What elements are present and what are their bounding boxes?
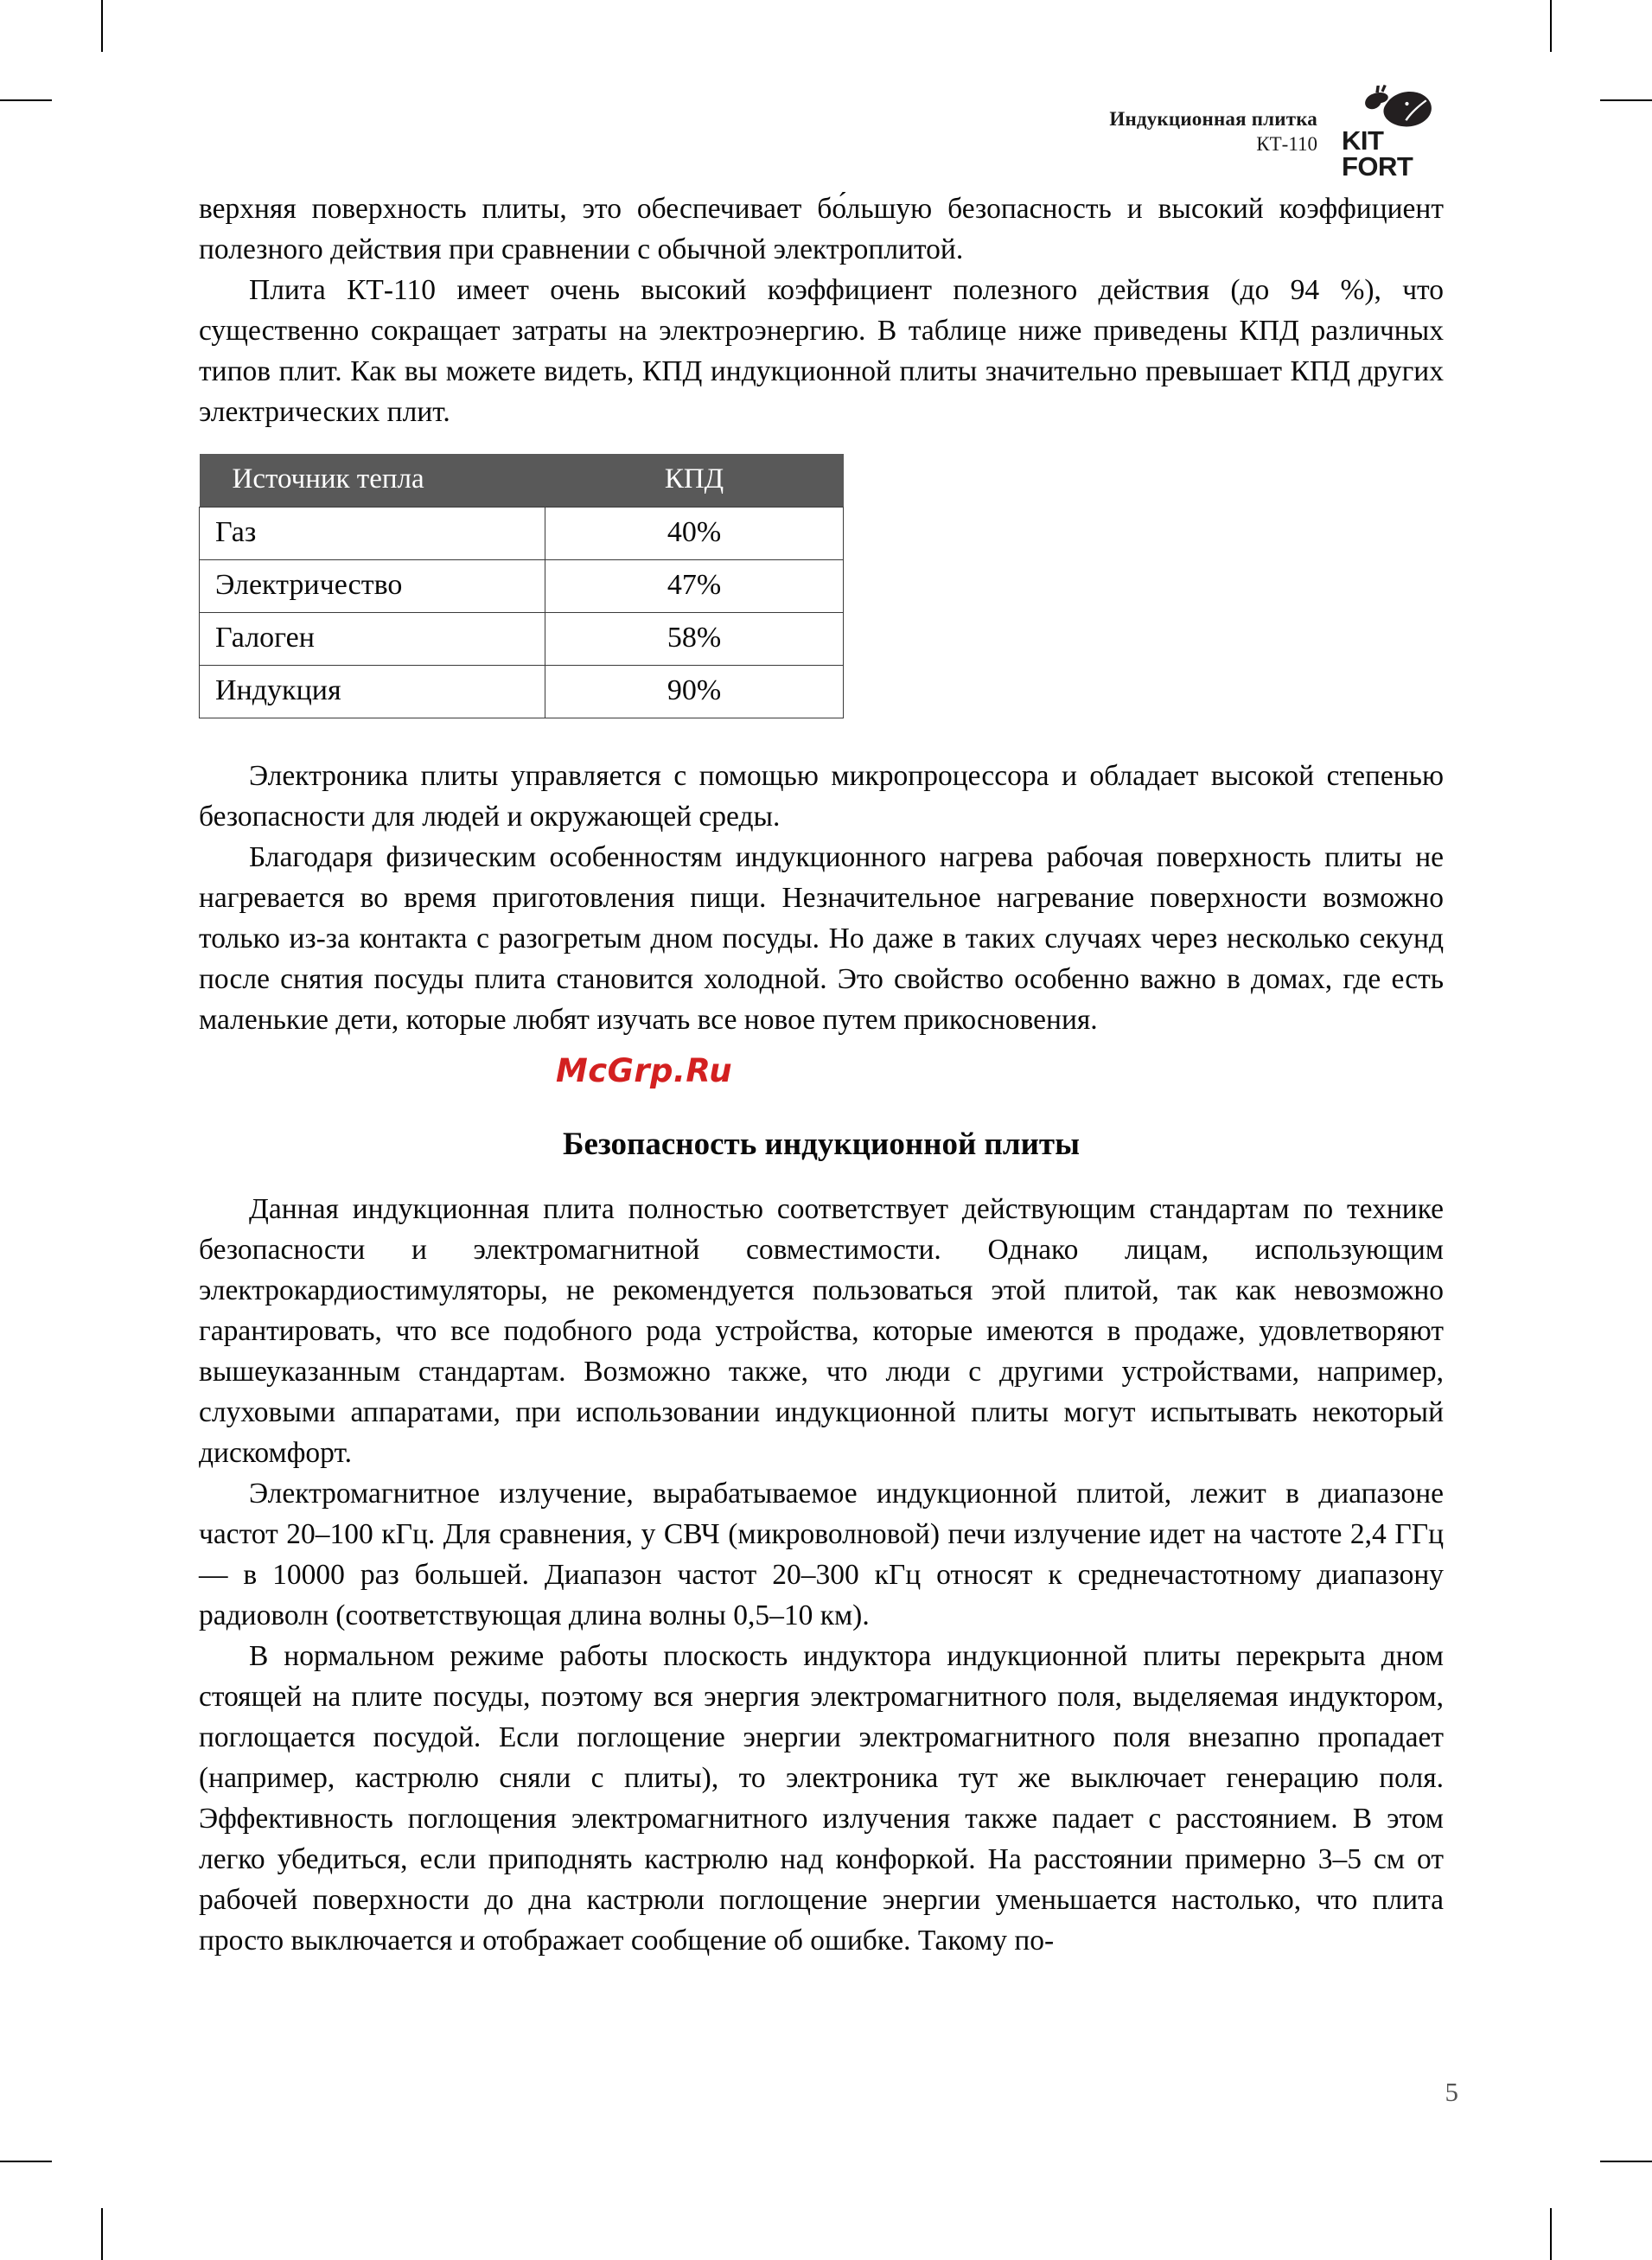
table-cell-value: 90% <box>545 666 844 718</box>
paragraph-continuation: верхняя поверхность плиты, это обеспечивает бо́льшую безопасность и высокий коэффициент полезного действия при сравнении с обычной электроплитой. <box>199 193 1444 265</box>
section-heading-safety: Безопасность индукционной плиты <box>563 1127 1080 1162</box>
table-cell-value: 40% <box>545 508 844 560</box>
paragraph-standards: Данная индукционная плита полностью соответствует действующим стандартам по технике безопасности и электромагнитной совместимости. Однако лицам, использующим электрокардиостимуляторы, не рекомендуется пользоваться этой плитой, так как невозможно гарантировать, что все подобного рода устройства, которые имеются в продаже, удовлетворяют вышеуказанным стандартам. Возможно также, что люди с другими устройствами, например, слуховыми аппаратами, при использовании индукционной плиты могут испытывать некоторый дискомфорт. <box>199 1192 1444 1469</box>
page-number: 5 <box>1445 2077 1458 2107</box>
table-cell-value: 58% <box>545 613 844 666</box>
page-header <box>199 82 1444 182</box>
page-header-inner <box>1109 82 1444 180</box>
crop-mark-bottom-left-vertical <box>101 2208 103 2260</box>
crop-mark-top-right-vertical <box>1550 0 1552 52</box>
paragraph-electronics: Электроника плиты управляется с помощью микропроцессора и обладает высокой степенью безопасности для людей и окружающей среды. <box>199 760 1444 833</box>
table-row <box>200 560 844 613</box>
product-model: КТ-110 <box>1256 133 1317 156</box>
watermark-mcgrp: McGrp.Ru <box>556 1052 732 1089</box>
brand-wordmark <box>1342 125 1444 182</box>
brand-logo <box>1342 82 1444 180</box>
table-header-efficiency: КПД <box>545 454 844 508</box>
table-row <box>200 613 844 666</box>
table-cell-source: Газ <box>200 508 545 560</box>
table-header-heat-source: Источник тепла <box>200 454 545 508</box>
paragraph-surface-heating: Благодаря физическим особенностям индукционного нагрева рабочая поверхность плиты не нагревается во время приготовления пищи. Незначительное нагревание поверхности возможно только из-за контакта с разогретым дном посуды. Но даже в таких случаях через несколько секунд после снятия посуды плита становится холодной. Это свойство особенно важно в домах, где есть маленькие дети, которые любят изучать все новое путем прикосновения. <box>199 841 1444 1036</box>
table-row <box>200 508 844 560</box>
crop-mark-bottom-right-horizontal <box>1600 2161 1652 2162</box>
table-row <box>200 666 844 718</box>
table-header-row <box>200 454 844 508</box>
crop-mark-bottom-right-vertical <box>1550 2208 1552 2260</box>
table-cell-source: Галоген <box>200 613 545 666</box>
page-content <box>199 188 1444 1961</box>
efficiency-table <box>199 454 844 718</box>
table-cell-source: Электричество <box>200 560 545 613</box>
kitfort-plug-whale-logo-icon <box>1342 84 1444 127</box>
paragraph-normal-operation: В нормальном режиме работы плоскость индуктора индукционной плиты перекрыта дном стоящей на плите посуды, поэтому вся энергия электромагнитного поля, выделяемая индуктором, поглощается посудой. Если поглощение энергии электромагнитного поля внезапно пропадает (например, кастрюлю сняли с плиты), то электроника тут же выключает генерацию поля. Эффективность поглощения электромагнитного излучения также падает с расстоянием. В этом легко убедиться, если приподнять кастрюлю над конфоркой. На расстоянии примерно 3–5 см от рабочей поверхности до дна кастрюли поглощение энергии уменьшается настолько, что плита просто выключается и отображает сообщение об ошибке. Такому по- <box>199 1639 1444 1957</box>
crop-mark-bottom-left-horizontal <box>0 2161 52 2162</box>
crop-mark-top-left-horizontal <box>0 99 52 101</box>
table-cell-source: Индукция <box>200 666 545 718</box>
brand-wordmark-line2: FORT <box>1342 151 1413 182</box>
efficiency-table-wrapper <box>199 454 843 718</box>
paragraph-emission-frequency: Электромагнитное излучение, вырабатываемое индукционной плитой, лежит в диапазоне частот 20–100 кГц. Для сравнения, у СВЧ (микроволновой) печи излучение идет на частоте 2,4 ГГц — в 10000 раз большей. Диапазон частот 20–300 кГц относят к среднечастотному диапазону радиоволн (соответствующая длина волны 0,5–10 км). <box>199 1477 1444 1631</box>
crop-mark-top-left-vertical <box>101 0 103 52</box>
brand-wordmark-line1: KIT <box>1342 125 1384 156</box>
product-identification <box>1109 82 1317 157</box>
paragraph-efficiency: Плита КТ-110 имеет очень высокий коэффициент полезного действия (до 94 %), что существенно сокращает затраты на электроэнергию. В таблице ниже приведены КПД различных типов плит. Как вы можете видеть, КПД индукционной плиты значительно превышает КПД других электрических плит. <box>199 274 1444 428</box>
table-cell-value: 47% <box>545 560 844 613</box>
crop-mark-top-right-horizontal <box>1600 99 1652 101</box>
product-name: Индукционная плитка <box>1109 108 1317 130</box>
spacer-after-table <box>199 718 1444 756</box>
